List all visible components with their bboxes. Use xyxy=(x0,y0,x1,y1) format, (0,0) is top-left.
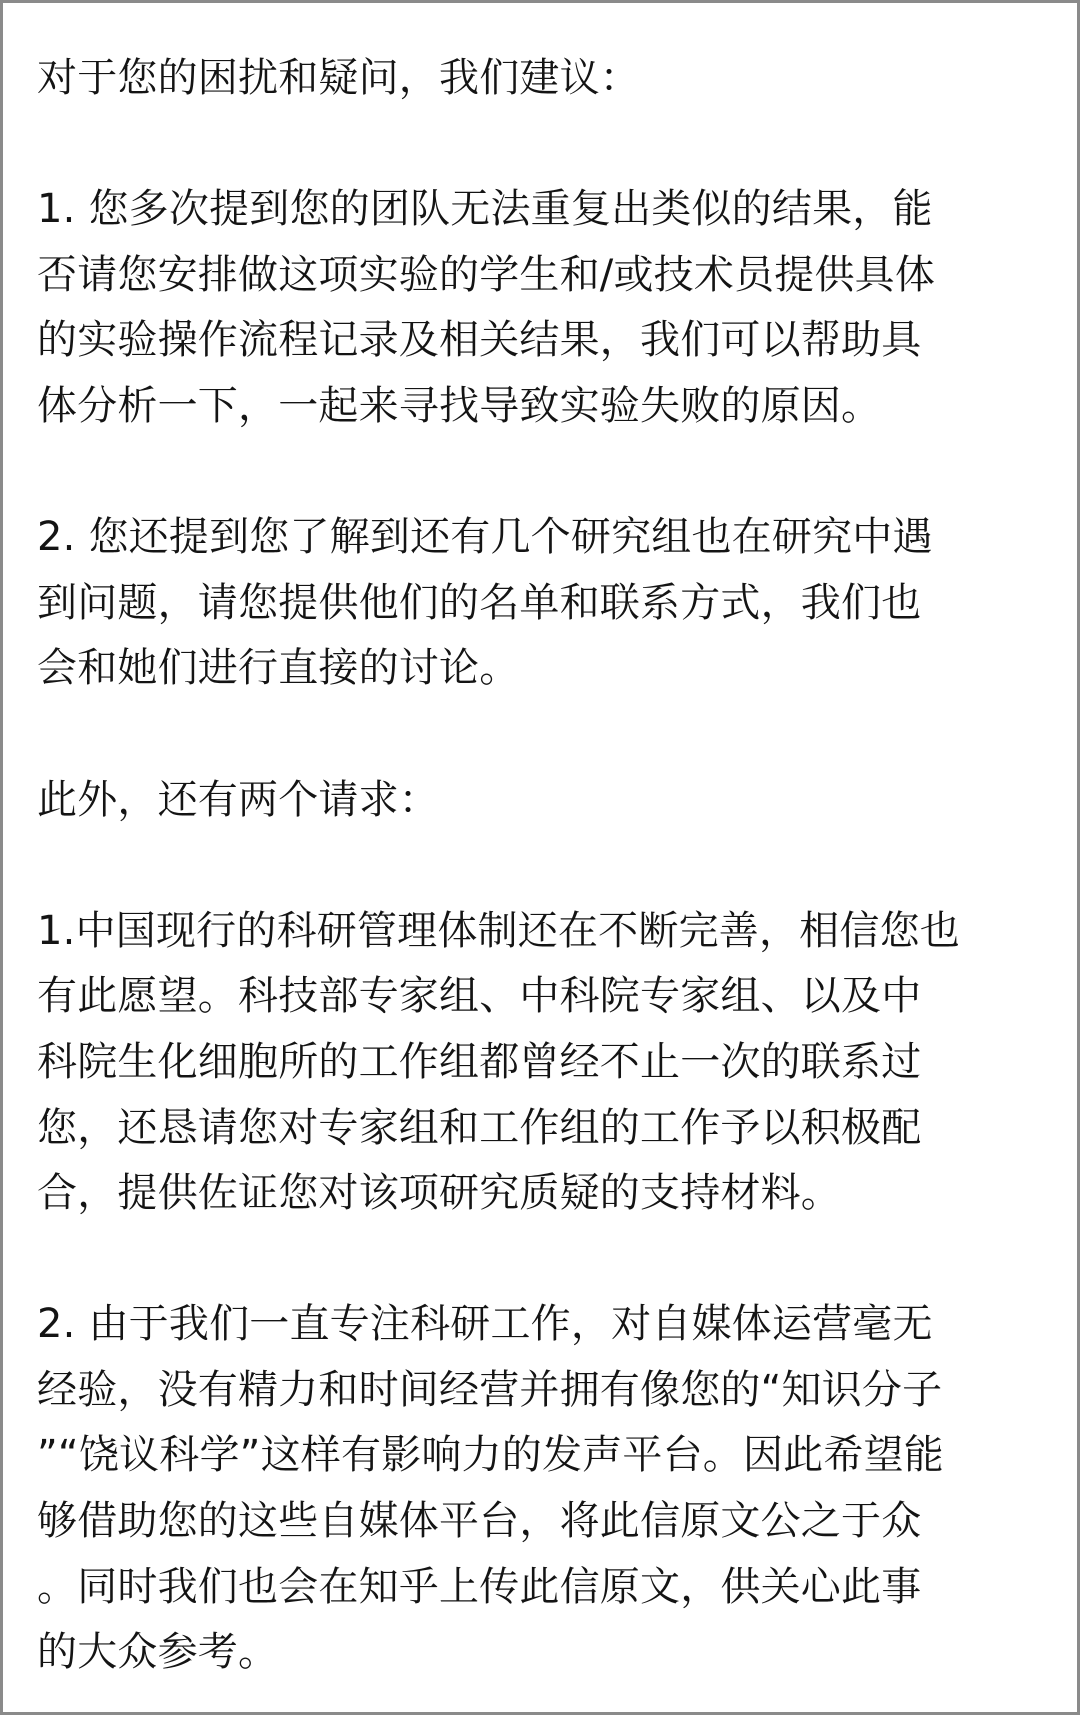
text-line: 有此愿望。科技部专家组、中科院专家组、以及中 xyxy=(37,973,922,1020)
text-line: 的大众参考。 xyxy=(37,1629,279,1676)
text-line: 1. 您多次提到您的团队无法重复出类似的结果，能 xyxy=(37,186,933,233)
text-line: 经验，没有精力和时间经营并拥有像您的“知识分子 xyxy=(37,1366,943,1413)
letter-body xyxy=(37,46,1052,1686)
text-line: 您，还恳请您对专家组和工作组的工作予以积极配 xyxy=(37,1104,922,1151)
paragraph-spacer xyxy=(37,702,1052,768)
paragraph xyxy=(37,1292,1052,1686)
text-line: 合，提供佐证您对该项研究质疑的支持材料。 xyxy=(37,1170,841,1217)
paragraph xyxy=(37,505,1052,702)
text-line: ”“饶议科学”这样有影响力的发声平台。因此希望能 xyxy=(37,1432,944,1479)
paragraph xyxy=(37,899,1052,1227)
text-line: 2. 由于我们一直专注科研工作，对自媒体运营毫无 xyxy=(37,1301,933,1348)
text-line: 会和她们进行直接的讨论。 xyxy=(37,645,520,692)
text-line: 。同时我们也会在知乎上传此信原文，供关心此事 xyxy=(37,1563,922,1610)
text-line: 科院生化细胞所的工作组都曾经不止一次的联系过 xyxy=(37,1038,922,1085)
text-line: 的实验操作流程记录及相关结果，我们可以帮助具 xyxy=(37,317,922,364)
paragraph xyxy=(37,46,1052,112)
text-line: 对于您的困扰和疑问，我们建议： xyxy=(37,55,640,101)
text-line: 否请您安排做这项实验的学生和/或技术员提供具体 xyxy=(37,251,936,298)
text-line: 体分析一下，一起来寻找导致实验失败的原因。 xyxy=(37,382,882,429)
text-line: 2. 您还提到您了解到还有几个研究组也在研究中遇 xyxy=(37,514,933,561)
paragraph xyxy=(37,177,1052,439)
text-line: 此外，还有两个请求： xyxy=(37,776,439,823)
text-line: 到问题，请您提供他们的名单和联系方式，我们也 xyxy=(37,579,922,626)
text-line: 1.中国现行的科研管理体制还在不断完善，相信您也 xyxy=(37,907,960,954)
paragraph-spacer xyxy=(37,1227,1052,1293)
paragraph-spacer xyxy=(37,112,1052,178)
paragraph xyxy=(37,768,1052,834)
text-line: 够借助您的这些自媒体平台，将此信原文公之于众 xyxy=(37,1498,922,1545)
paragraph-spacer xyxy=(37,440,1052,506)
paragraph-spacer xyxy=(37,833,1052,899)
